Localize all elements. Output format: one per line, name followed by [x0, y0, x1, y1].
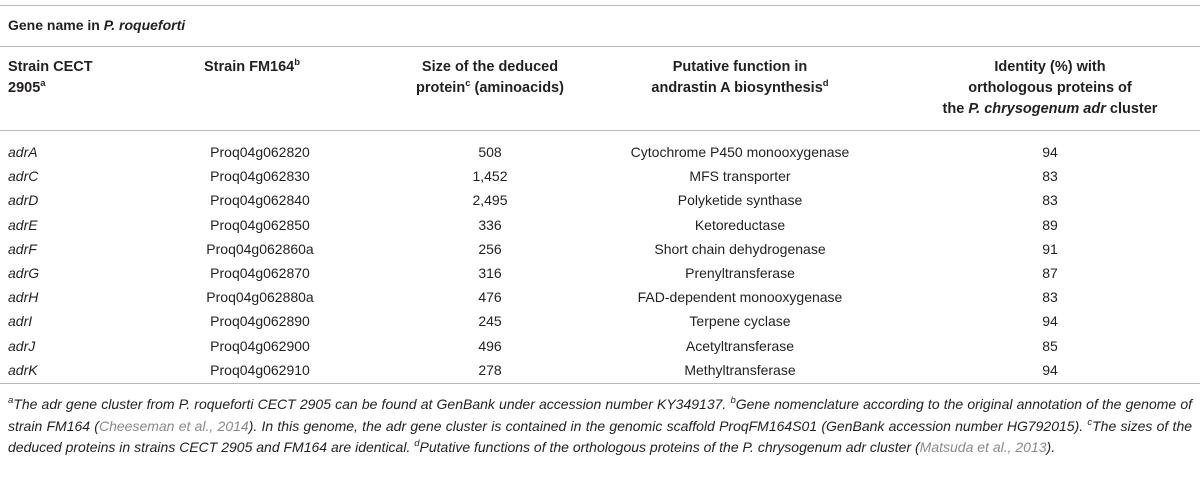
gene-cell: adrG — [8, 264, 40, 281]
fm164-id-cell: Proq04g062910 — [210, 361, 310, 378]
gene-cell: adrI — [8, 313, 33, 330]
table-row — [0, 164, 1200, 188]
footnote-c-marker: c — [1087, 416, 1093, 428]
fm164-id-cell: Proq04g062880a — [206, 289, 314, 306]
table-row — [0, 140, 1200, 164]
header-strain-fm164-sup: b — [294, 57, 301, 68]
identity-cell: 89 — [1042, 216, 1058, 233]
protein-size-cell: 508 — [478, 144, 502, 160]
gene-cell: adrJ — [8, 337, 36, 354]
header-strain-cect — [8, 57, 148, 99]
identity-cell: 87 — [1042, 264, 1058, 281]
table-row — [0, 213, 1200, 237]
footnote-d-marker: d — [414, 438, 420, 449]
header-strain-cect-line1: Strain CECT — [8, 59, 93, 75]
header-identity-line3a: the — [942, 101, 969, 117]
identity-cell: 94 — [1042, 313, 1058, 330]
table-row — [0, 261, 1200, 285]
identity-cell: 83 — [1042, 168, 1058, 185]
bottom-rule — [0, 383, 1200, 384]
function-cell: Terpene cyclase — [689, 313, 791, 330]
function-cell: Methyltransferase — [684, 361, 796, 378]
protein-size-cell: 496 — [478, 337, 502, 354]
protein-size-cell: 245 — [478, 313, 502, 330]
header-identity — [900, 57, 1200, 120]
header-putative-function-line2: andrastin A biosynthesis — [651, 80, 823, 96]
protein-size-cell: 476 — [478, 289, 502, 306]
citation-link-matsuda[interactable]: Matsuda et al., 2013 — [919, 439, 1047, 455]
header-identity-line3b: cluster — [1105, 101, 1158, 117]
identity-cell: 91 — [1042, 240, 1058, 257]
gene-cell: adrD — [8, 192, 39, 209]
footnote-c-text: The sizes of the deduced proteins in strains CECT 2905 and FM164 are identical. — [8, 417, 1193, 455]
function-cell: Short chain dehydrogenase — [654, 240, 826, 257]
citation-link-cheeseman[interactable]: Cheeseman et al., 2014 — [98, 417, 249, 434]
fm164-id-cell: Proq04g062870 — [210, 264, 310, 281]
identity-cell: 83 — [1042, 289, 1058, 306]
header-strain-cect-sup: a — [40, 78, 46, 89]
header-protein-size-line2a: protein — [416, 80, 466, 96]
table-body — [0, 140, 1200, 382]
gene-cell: adrA — [8, 144, 38, 160]
caption-rule — [0, 46, 1200, 47]
table-caption — [8, 17, 185, 33]
header-putative-function-sup: d — [822, 78, 829, 89]
header-protein-size-line2b: (aminoacids) — [470, 80, 564, 96]
footnote-b-marker: b — [730, 395, 736, 406]
table-row — [0, 309, 1200, 333]
fm164-id-cell: Proq04g062830 — [210, 168, 310, 185]
identity-cell: 85 — [1042, 337, 1058, 354]
fm164-id-cell: Proq04g062860a — [206, 240, 314, 257]
header-protein-size-sup: c — [465, 78, 471, 89]
function-cell: Prenyltransferase — [685, 264, 795, 281]
footnote-b-text-cont: ). In this genome, the adr gene cluster is contained in the genomic scaffold ProqFM164S01 (GenBank accession number HG792015). — [248, 417, 1088, 434]
identity-cell: 94 — [1042, 144, 1058, 160]
top-rule — [0, 5, 1200, 6]
gene-cell: adrE — [8, 216, 38, 233]
table-row — [0, 334, 1200, 358]
fm164-id-cell: Proq04g062890 — [210, 313, 310, 330]
table-row — [0, 237, 1200, 261]
gene-cell: adrF — [8, 240, 37, 257]
table-footnotes — [8, 394, 1192, 459]
footnote-a-text: The adr gene cluster from P. roqueforti CECT 2905 can be found at GenBank under accession number KY349137. — [13, 396, 731, 412]
fm164-id-cell: Proq04g062850 — [210, 216, 310, 233]
header-strain-fm164 — [150, 57, 370, 78]
header-identity-line1: Identity (%) with — [994, 59, 1106, 75]
protein-size-cell: 2,495 — [472, 192, 508, 209]
function-cell: MFS transporter — [689, 168, 791, 185]
caption-species: P. roqueforti — [103, 17, 186, 33]
table-row — [0, 358, 1200, 382]
gene-cell: adrK — [8, 361, 38, 378]
caption-prefix: Gene name in — [8, 17, 104, 33]
header-rule — [0, 130, 1200, 131]
protein-size-cell: 1,452 — [472, 168, 508, 185]
footnote-a-marker: a — [8, 395, 14, 406]
fm164-id-cell: Proq04g062840 — [210, 192, 310, 209]
header-putative-function — [605, 57, 875, 99]
header-protein-size — [380, 57, 600, 99]
identity-cell: 83 — [1042, 192, 1058, 209]
footnote-d-text: Putative functions of the orthologous proteins of the P. chrysogenum adr cluster ( — [419, 439, 920, 455]
protein-size-cell: 336 — [478, 216, 502, 233]
function-cell: FAD-dependent monooxygenase — [637, 289, 843, 306]
function-cell: Acetyltransferase — [685, 337, 795, 354]
protein-size-cell: 278 — [478, 361, 502, 378]
header-strain-cect-line2: 2905 — [8, 80, 41, 96]
function-cell: Ketoreductase — [694, 216, 786, 233]
gene-cell: adrC — [8, 168, 39, 185]
header-protein-size-line1: Size of the deduced — [421, 59, 559, 75]
identity-cell: 94 — [1042, 361, 1058, 378]
fm164-id-cell: Proq04g062820 — [210, 144, 310, 160]
gene-cell: adrH — [8, 289, 39, 306]
protein-size-cell: 256 — [478, 240, 502, 257]
function-cell: Cytochrome P450 monooxygenase — [630, 144, 850, 160]
table-row — [0, 188, 1200, 212]
protein-size-cell: 316 — [478, 264, 502, 281]
header-identity-line3-italic: P. chrysogenum adr — [968, 101, 1106, 117]
footnote-b-text: Gene nomenclature according to the original annotation of the genome of strain FM164 ( — [8, 396, 1192, 434]
header-putative-function-line1: Putative function in — [672, 59, 808, 75]
fm164-id-cell: Proq04g062900 — [210, 337, 310, 354]
header-identity-line2: orthologous proteins of — [968, 80, 1132, 96]
header-strain-fm164-text: Strain FM164 — [204, 59, 295, 75]
footnote-d-text-cont: ). — [1046, 439, 1056, 455]
table-row — [0, 285, 1200, 309]
function-cell: Polyketide synthase — [677, 192, 803, 209]
